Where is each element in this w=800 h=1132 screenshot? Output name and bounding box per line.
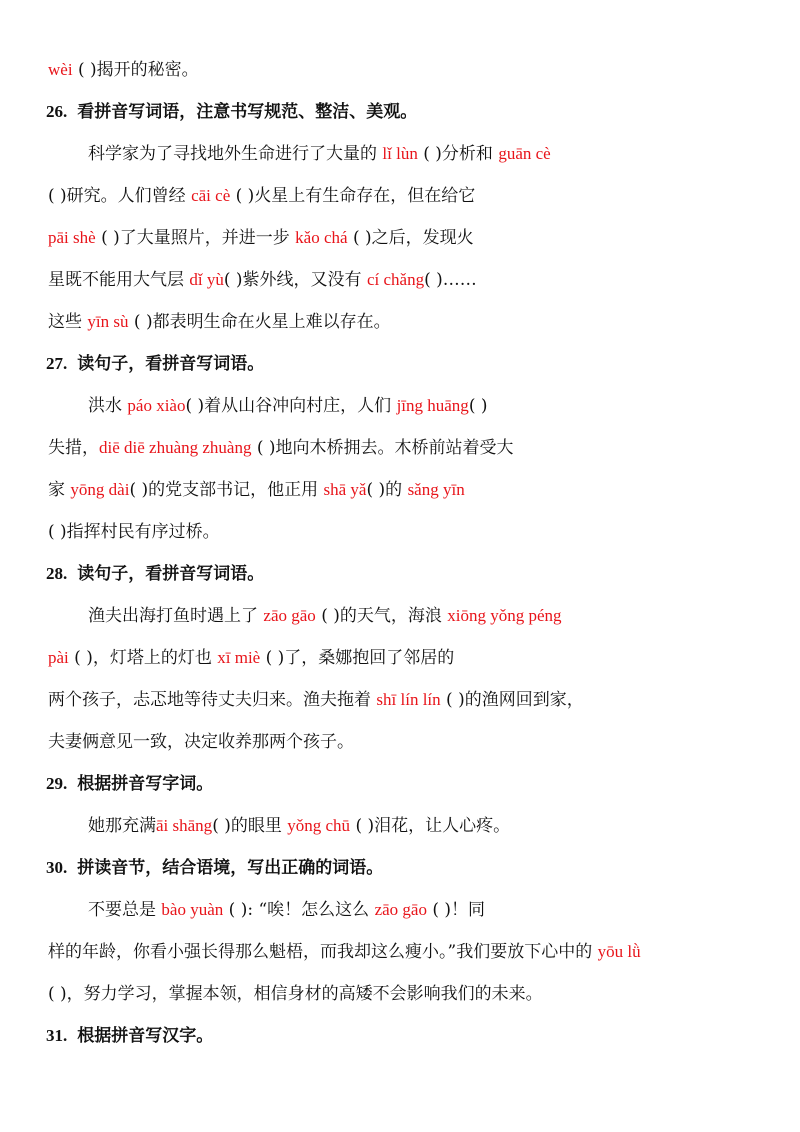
sentence-text: 家 bbox=[48, 480, 71, 500]
pinyin-prompt: pāi shè bbox=[48, 228, 96, 247]
sentence-text: ( )了大量照片，并进一步 bbox=[95, 228, 296, 248]
sentence-text: ( )之后，发现火 bbox=[347, 228, 474, 248]
text-line bbox=[0, 55, 800, 85]
sentence-text: ( )的 bbox=[366, 480, 408, 500]
sentence-text: 失措， bbox=[48, 438, 99, 458]
question-instruction: 读句子，看拼音写词语。 bbox=[77, 354, 265, 374]
question-instruction: 看拼音写词语，注意书写规范、整洁、美观。 bbox=[77, 102, 418, 122]
pinyin-prompt: kǎo chá bbox=[295, 228, 348, 247]
sentence-text: ( )，努力学习，掌握本领，相信身材的高矮不会影响我们的未来。 bbox=[48, 984, 543, 1004]
sentence-text: ( )都表明生命在火星上难以存在。 bbox=[128, 312, 391, 332]
pinyin-prompt: wèi bbox=[48, 60, 73, 79]
question-instruction: 读句子，看拼音写词语。 bbox=[77, 564, 265, 584]
sentence-text: ( ) bbox=[468, 396, 488, 416]
pinyin-prompt: zāo gāo bbox=[263, 606, 316, 625]
question-heading bbox=[46, 853, 383, 883]
pinyin-prompt: yōu lǜ bbox=[597, 942, 641, 961]
question-heading bbox=[46, 97, 417, 127]
text-line bbox=[0, 517, 800, 547]
text-line bbox=[0, 391, 800, 421]
question-heading bbox=[46, 769, 213, 799]
pinyin-prompt: bào yuàn bbox=[161, 900, 224, 919]
pinyin-prompt: jīng huāng bbox=[396, 396, 469, 415]
pinyin-prompt: páo xiào bbox=[127, 396, 186, 415]
sentence-text: ( )的党支部书记，他正用 bbox=[129, 480, 324, 500]
question-heading bbox=[46, 349, 264, 379]
sentence-text: ( )紫外线，又没有 bbox=[223, 270, 367, 290]
sentence-text: 两个孩子，忐忑地等待丈夫归来。渔夫拖着 bbox=[48, 690, 377, 710]
text-line bbox=[0, 265, 800, 295]
sentence-text: 这些 bbox=[48, 312, 88, 332]
pinyin-prompt: lǐ lùn bbox=[382, 144, 418, 163]
text-line bbox=[0, 937, 800, 967]
pinyin-prompt: xī miè bbox=[217, 648, 261, 667]
question-number: 30. bbox=[46, 858, 68, 877]
pinyin-prompt: āi shāng bbox=[156, 816, 213, 835]
sentence-text: ( )研究。人们曾经 bbox=[48, 186, 192, 206]
sentence-text: ( )的眼里 bbox=[212, 816, 288, 836]
sentence-text: 星既不能用大气层 bbox=[48, 270, 190, 290]
pinyin-prompt: yǒng chū bbox=[287, 816, 351, 835]
text-line bbox=[0, 475, 800, 505]
question-number: 29. bbox=[46, 774, 68, 793]
sentence-text: ( )的渔网回到家， bbox=[440, 690, 584, 710]
question-instruction: 根据拼音写汉字。 bbox=[77, 1026, 214, 1046]
text-line bbox=[0, 223, 800, 253]
sentence-text: ( )，灯塔上的灯也 bbox=[68, 648, 218, 668]
sentence-text: ( )的天气，海浪 bbox=[315, 606, 448, 626]
sentence-text: ( )地向木桥拥去。木桥前站着受大 bbox=[251, 438, 514, 458]
pinyin-prompt: shā yǎ bbox=[323, 480, 367, 499]
text-line bbox=[0, 811, 800, 841]
pinyin-prompt: cí chǎng bbox=[366, 270, 425, 289]
sentence-text: 洪水 bbox=[88, 396, 128, 416]
question-heading bbox=[46, 559, 264, 589]
sentence-text: ( )指挥村民有序过桥。 bbox=[48, 522, 220, 542]
sentence-text: ( )…… bbox=[424, 270, 477, 290]
text-line bbox=[0, 895, 800, 925]
text-line bbox=[0, 727, 800, 757]
pinyin-prompt: cāi cè bbox=[191, 186, 231, 205]
pinyin-prompt: guān cè bbox=[498, 144, 551, 163]
pinyin-prompt: diē diē zhuàng zhuàng bbox=[99, 438, 252, 457]
sentence-text: ( )着从山谷冲向村庄，人们 bbox=[185, 396, 397, 416]
text-line bbox=[0, 181, 800, 211]
sentence-text: ( )泪花，让人心疼。 bbox=[350, 816, 511, 836]
pinyin-prompt: yīn sù bbox=[87, 312, 129, 331]
sentence-text: ( )分析和 bbox=[417, 144, 499, 164]
sentence-text: 她那充满 bbox=[88, 816, 156, 836]
sentence-text: 不要总是 bbox=[88, 900, 162, 920]
pinyin-prompt: yōng dài bbox=[70, 480, 130, 499]
text-line bbox=[0, 433, 800, 463]
text-line bbox=[0, 979, 800, 1009]
text-line bbox=[0, 685, 800, 715]
question-number: 26. bbox=[46, 102, 68, 121]
sentence-text: ( )揭开的秘密。 bbox=[72, 60, 199, 80]
pinyin-prompt: pài bbox=[48, 648, 69, 667]
question-number: 31. bbox=[46, 1026, 68, 1045]
sentence-text: 夫妻俩意见一致，决定收养那两个孩子。 bbox=[48, 732, 354, 752]
pinyin-prompt: sǎng yīn bbox=[407, 480, 465, 499]
question-instruction: 根据拼音写字词。 bbox=[77, 774, 214, 794]
question-number: 28. bbox=[46, 564, 68, 583]
question-instruction: 拼读音节，结合语境，写出正确的词语。 bbox=[77, 858, 384, 878]
pinyin-prompt: shī lín lín bbox=[376, 690, 441, 709]
sentence-text: 科学家为了寻找地外生命进行了大量的 bbox=[88, 144, 383, 164]
text-line bbox=[0, 601, 800, 631]
pinyin-prompt: dǐ yù bbox=[189, 270, 224, 289]
text-line bbox=[0, 643, 800, 673]
sentence-text: 渔夫出海打鱼时遇上了 bbox=[88, 606, 264, 626]
pinyin-prompt: zāo gāo bbox=[374, 900, 427, 919]
sentence-text: 样的年龄，你看小强长得那么魁梧，而我却这么瘦小。”我们要放下心中的 bbox=[48, 942, 598, 962]
text-line bbox=[0, 307, 800, 337]
sentence-text: ( )！同 bbox=[426, 900, 486, 920]
sentence-text: ( ): “唉！怎么这么 bbox=[223, 900, 375, 920]
text-line bbox=[0, 139, 800, 169]
pinyin-prompt: xiōng yǒng péng bbox=[447, 606, 562, 625]
question-number: 27. bbox=[46, 354, 68, 373]
sentence-text: ( )火星上有生命存在，但在给它 bbox=[230, 186, 476, 206]
sentence-text: ( )了，桑娜抱回了邻居的 bbox=[260, 648, 455, 668]
question-heading bbox=[46, 1021, 213, 1051]
